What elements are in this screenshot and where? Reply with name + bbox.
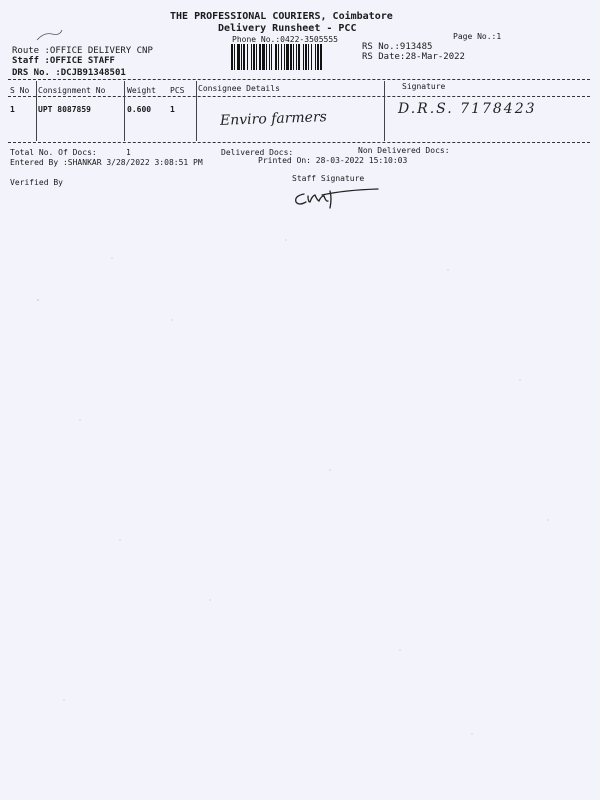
route-label: Route :OFFICE DELIVERY CNP xyxy=(12,46,153,56)
column-divider xyxy=(196,81,197,141)
column-divider xyxy=(384,81,385,141)
handwritten-signature: D.R.S. 7178423 xyxy=(398,101,537,117)
column-header-consignment: Consignment No xyxy=(38,86,106,95)
handwritten-consignee: Enviro farmers xyxy=(219,109,328,129)
column-header-consignee: Consignee Details xyxy=(198,84,280,93)
row-pcs: 1 xyxy=(170,105,175,114)
column-divider xyxy=(36,81,37,141)
delivered-docs-label: Delivered Docs: xyxy=(221,148,294,157)
total-docs-value: 1 xyxy=(126,148,131,157)
table-bottom-rule xyxy=(8,142,590,143)
column-header-pcs: PCS xyxy=(170,86,185,95)
non-delivered-docs-label: Non Delivered Docs: xyxy=(358,146,450,155)
column-header-sno: S No xyxy=(10,86,30,95)
column-header-signature: Signature xyxy=(402,82,446,91)
pen-mark-icon xyxy=(34,28,64,44)
staff-label: Staff :OFFICE STAFF xyxy=(12,56,115,66)
entered-by: Entered By :SHANKAR 3/28/2022 3:08:51 PM xyxy=(10,158,203,167)
verified-by-label: Verified By xyxy=(10,178,63,187)
company-name: THE PROFESSIONAL COURIERS, Coimbatore xyxy=(170,11,393,22)
column-header-weight: Weight xyxy=(127,86,156,95)
table-header-rule xyxy=(8,96,590,97)
staff-signature-scribble xyxy=(290,184,380,210)
row-weight: 0.600 xyxy=(127,105,152,114)
rs-number: RS No.:913485 xyxy=(362,42,433,52)
barcode-icon xyxy=(231,44,359,70)
page-number: Page No.:1 xyxy=(453,32,502,41)
phone-number: Phone No.:0422-3505555 xyxy=(232,35,338,44)
document-title: Delivery Runsheet - PCC xyxy=(218,23,357,34)
drs-number: DRS No. :DCJB91348501 xyxy=(12,68,126,78)
staff-signature-label: Staff Signature xyxy=(292,174,365,183)
rs-date: RS Date:28-Mar-2022 xyxy=(362,52,465,62)
row-sno: 1 xyxy=(10,105,15,114)
printed-on: Printed On: 28-03-2022 15:10:03 xyxy=(258,156,408,165)
column-divider xyxy=(124,81,125,141)
total-docs-label: Total No. Of Docs: xyxy=(10,148,97,157)
row-consignment-no: UPT 8087859 xyxy=(38,105,91,114)
table-top-rule xyxy=(8,79,590,80)
